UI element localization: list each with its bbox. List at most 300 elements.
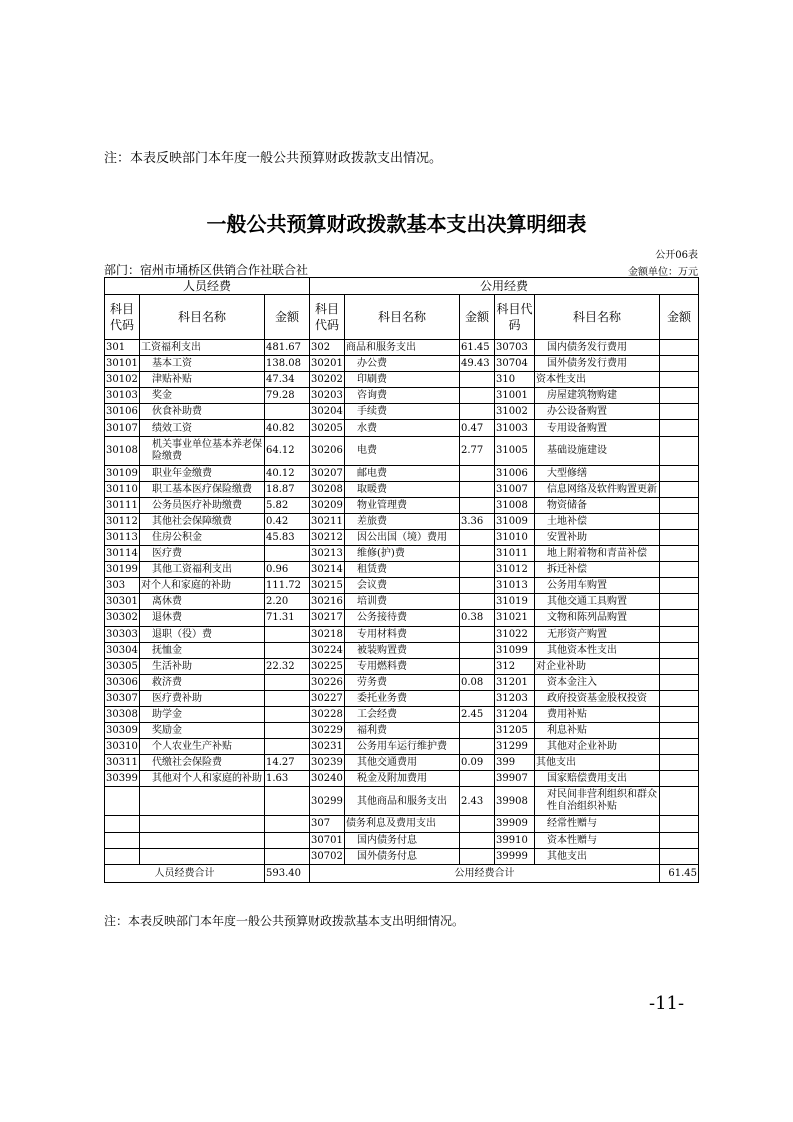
public-amount-cell: [460, 372, 495, 388]
code-header: 科目代码: [105, 295, 140, 340]
personnel-amount-cell: [265, 546, 310, 562]
table-row: [105, 594, 699, 610]
personnel-amount-cell: 0.96: [265, 562, 310, 578]
public-amount-cell: 3.36: [460, 513, 495, 529]
public-code-cell: 30218: [310, 626, 345, 642]
table-row: [105, 388, 699, 404]
personnel-code-cell: 30101: [105, 356, 140, 372]
public-code-cell: 31205: [495, 723, 535, 739]
personnel-name-cell: 机关事业单位基本养老保险缴费: [140, 436, 265, 465]
personnel-code-cell: 30112: [105, 513, 140, 529]
table-row: [105, 420, 699, 436]
public-code-cell: 30299: [310, 787, 345, 816]
public-code-cell: 31204: [495, 706, 535, 722]
amount-header: 金额: [460, 295, 495, 340]
public-amount-cell: [660, 848, 699, 864]
public-name-cell: 国内债务发行费用: [535, 340, 660, 356]
public-name-cell: 国外债务发行费用: [535, 356, 660, 372]
personnel-name-cell: 工资福利支出: [140, 340, 265, 356]
personnel-code-cell: 30311: [105, 755, 140, 771]
personnel-code-cell: [105, 848, 140, 864]
bottom-note: 注：本表反映部门本年度一般公共预算财政拨款基本支出明细情况。: [104, 914, 465, 928]
public-amount-cell: [460, 848, 495, 864]
personnel-name-cell: 退休费: [140, 610, 265, 626]
name-header: 科目名称: [345, 295, 460, 340]
public-name-cell: 经常性赠与: [535, 816, 660, 832]
public-name-cell: 专用设备购置: [535, 420, 660, 436]
personnel-name-cell: 助学金: [140, 706, 265, 722]
public-code-cell: 31002: [495, 404, 535, 420]
public-name-cell: 资本性赠与: [535, 832, 660, 848]
public-total-label: 公用经费合计: [310, 864, 660, 882]
public-amount-cell: [660, 372, 699, 388]
public-name-cell: 专用燃料费: [345, 658, 460, 674]
personnel-name-cell: 对个人和家庭的补助: [140, 578, 265, 594]
public-code-cell: 31009: [495, 513, 535, 529]
public-name-cell: 其他支出: [535, 848, 660, 864]
public-name-cell: 商品和服务支出: [345, 340, 460, 356]
personnel-amount-cell: 79.28: [265, 388, 310, 404]
name-header: 科目名称: [535, 295, 660, 340]
public-amount-cell: [660, 497, 699, 513]
table-row: [105, 465, 699, 481]
public-amount-cell: 2.45: [460, 706, 495, 722]
public-code-cell: 30201: [310, 356, 345, 372]
public-name-cell: 安置补助: [535, 529, 660, 545]
unit-label: 金额单位：万元: [628, 267, 698, 278]
personnel-amount-cell: [265, 739, 310, 755]
table-row: [105, 356, 699, 372]
personnel-code-cell: 30301: [105, 594, 140, 610]
public-code-cell: 31006: [495, 465, 535, 481]
public-amount-cell: [460, 388, 495, 404]
public-name-cell: 福利费: [345, 723, 460, 739]
public-amount-cell: [660, 816, 699, 832]
public-name-cell: 取暖费: [345, 481, 460, 497]
personnel-code-cell: 30114: [105, 546, 140, 562]
personnel-code-cell: 30199: [105, 562, 140, 578]
public-code-cell: 30226: [310, 674, 345, 690]
public-name-cell: 税金及附加费用: [345, 771, 460, 787]
personnel-code-cell: 30307: [105, 690, 140, 706]
public-amount-cell: [460, 578, 495, 594]
personnel-amount-cell: 45.83: [265, 529, 310, 545]
public-code-cell: 307: [310, 816, 345, 832]
public-code-cell: 30231: [310, 739, 345, 755]
public-name-cell: 利息补贴: [535, 723, 660, 739]
public-name-cell: 邮电费: [345, 465, 460, 481]
personnel-name-cell: 医疗费补助: [140, 690, 265, 706]
public-code-cell: 30224: [310, 642, 345, 658]
public-code-cell: 312: [495, 658, 535, 674]
public-name-cell: 其他交通费用: [345, 755, 460, 771]
personnel-code-cell: 30310: [105, 739, 140, 755]
table-row: [105, 706, 699, 722]
personnel-name-cell: [140, 848, 265, 864]
table-row: [105, 642, 699, 658]
personnel-amount-cell: [265, 626, 310, 642]
public-code-cell: 31201: [495, 674, 535, 690]
public-code-cell: 39999: [495, 848, 535, 864]
public-code-cell: 30702: [310, 848, 345, 864]
personnel-name-cell: 离休费: [140, 594, 265, 610]
public-code-cell: 30214: [310, 562, 345, 578]
table-row: [105, 690, 699, 706]
public-name-cell: 培训费: [345, 594, 460, 610]
public-code-cell: 30212: [310, 529, 345, 545]
public-name-cell: 公务用车运行维护费: [345, 739, 460, 755]
public-amount-cell: [660, 626, 699, 642]
personnel-code-cell: 30309: [105, 723, 140, 739]
public-amount-cell: [660, 690, 699, 706]
public-code-cell: 30213: [310, 546, 345, 562]
public-amount-cell: 2.43: [460, 787, 495, 816]
public-code-cell: 30209: [310, 497, 345, 513]
public-name-cell: 债务利息及费用支出: [345, 816, 460, 832]
personnel-code-cell: 30305: [105, 658, 140, 674]
public-code-cell: 30215: [310, 578, 345, 594]
public-code-cell: 30701: [310, 832, 345, 848]
public-amount-cell: [660, 594, 699, 610]
public-code-cell: 31008: [495, 497, 535, 513]
table-row: [105, 771, 699, 787]
personnel-code-cell: [105, 787, 140, 816]
public-name-cell: 资本性支出: [535, 372, 660, 388]
personnel-amount-cell: [265, 723, 310, 739]
personnel-code-cell: 30109: [105, 465, 140, 481]
personnel-name-cell: 其他对个人和家庭的补助: [140, 771, 265, 787]
public-amount-cell: [660, 658, 699, 674]
table-row: [105, 674, 699, 690]
code-header: 科目代码: [495, 295, 535, 340]
public-amount-cell: [660, 481, 699, 497]
table-row: [105, 723, 699, 739]
public-code-cell: 31007: [495, 481, 535, 497]
public-name-cell: 地上附着物和青苗补偿: [535, 546, 660, 562]
public-amount-cell: [660, 578, 699, 594]
public-amount-cell: 49.43: [460, 356, 495, 372]
public-name-cell: 专用材料费: [345, 626, 460, 642]
personnel-code-cell: 30110: [105, 481, 140, 497]
personnel-code-cell: 301: [105, 340, 140, 356]
public-code-cell: 39910: [495, 832, 535, 848]
public-code-cell: 30204: [310, 404, 345, 420]
public-code-cell: 30228: [310, 706, 345, 722]
public-amount-cell: [660, 832, 699, 848]
public-name-cell: 印刷费: [345, 372, 460, 388]
personnel-amount-cell: 1.63: [265, 771, 310, 787]
public-name-cell: 政府投资基金股权投资: [535, 690, 660, 706]
public-name-cell: 拆迁补偿: [535, 562, 660, 578]
personnel-name-cell: 抚恤金: [140, 642, 265, 658]
public-amount-cell: [460, 626, 495, 642]
public-code-cell: 30703: [495, 340, 535, 356]
public-code-cell: 31019: [495, 594, 535, 610]
personnel-code-cell: 303: [105, 578, 140, 594]
public-amount-cell: [460, 529, 495, 545]
personnel-code-cell: 30304: [105, 642, 140, 658]
personnel-name-cell: [140, 787, 265, 816]
public-name-cell: 物业管理费: [345, 497, 460, 513]
personnel-code-cell: 30306: [105, 674, 140, 690]
personnel-amount-cell: [265, 690, 310, 706]
department-label: 部门：宿州市埇桥区供销合作社联合社: [104, 263, 309, 277]
expenditure-table: [104, 277, 699, 883]
public-code-cell: 30211: [310, 513, 345, 529]
form-number: 公开06表: [655, 250, 698, 261]
public-amount-cell: [660, 404, 699, 420]
public-code-cell: 39909: [495, 816, 535, 832]
personnel-code-cell: 30303: [105, 626, 140, 642]
table-row: [105, 497, 699, 513]
personnel-code-cell: 30302: [105, 610, 140, 626]
personnel-amount-cell: 22.32: [265, 658, 310, 674]
public-name-cell: 费用补贴: [535, 706, 660, 722]
amount-header: 金额: [265, 295, 310, 340]
personnel-name-cell: 伙食补助费: [140, 404, 265, 420]
personnel-amount-cell: 64.12: [265, 436, 310, 465]
public-amount-cell: [660, 787, 699, 816]
personnel-code-cell: [105, 816, 140, 832]
public-amount-cell: 2.77: [460, 436, 495, 465]
personnel-name-cell: [140, 816, 265, 832]
personnel-amount-cell: 481.67: [265, 340, 310, 356]
personnel-code-cell: 30399: [105, 771, 140, 787]
personnel-code-cell: 30106: [105, 404, 140, 420]
public-code-cell: 30239: [310, 755, 345, 771]
public-amount-cell: [460, 404, 495, 420]
table-row: [105, 529, 699, 545]
public-name-cell: 土地补偿: [535, 513, 660, 529]
personnel-name-cell: 职工基本医疗保险缴费: [140, 481, 265, 497]
public-amount-cell: 0.47: [460, 420, 495, 436]
personnel-amount-cell: 2.20: [265, 594, 310, 610]
public-code-cell: 30225: [310, 658, 345, 674]
public-amount-cell: [660, 529, 699, 545]
public-amount-cell: [460, 723, 495, 739]
personnel-code-cell: 30113: [105, 529, 140, 545]
public-code-cell: 30240: [310, 771, 345, 787]
personnel-code-cell: 30107: [105, 420, 140, 436]
personnel-amount-cell: [265, 848, 310, 864]
public-amount-cell: 61.45: [460, 340, 495, 356]
public-name-cell: 办公设备购置: [535, 404, 660, 420]
public-code-cell: 31011: [495, 546, 535, 562]
public-code-cell: 30202: [310, 372, 345, 388]
public-amount-cell: [660, 356, 699, 372]
personnel-name-cell: [140, 832, 265, 848]
public-amount-cell: [660, 436, 699, 465]
public-code-cell: 30227: [310, 690, 345, 706]
public-amount-cell: [660, 674, 699, 690]
public-name-cell: 其他资本性支出: [535, 642, 660, 658]
public-name-cell: 其他支出: [535, 755, 660, 771]
table-row: [105, 562, 699, 578]
personnel-name-cell: 代缴社会保险费: [140, 755, 265, 771]
personnel-amount-cell: 40.82: [265, 420, 310, 436]
public-amount-cell: [660, 610, 699, 626]
table-row: [105, 626, 699, 642]
personnel-amount-cell: [265, 816, 310, 832]
personnel-name-cell: 绩效工资: [140, 420, 265, 436]
public-code-cell: 31203: [495, 690, 535, 706]
personnel-code-cell: 30103: [105, 388, 140, 404]
public-name-cell: 手续费: [345, 404, 460, 420]
personnel-name-cell: 其他社会保障缴费: [140, 513, 265, 529]
personnel-amount-cell: 138.08: [265, 356, 310, 372]
public-name-cell: 大型修缮: [535, 465, 660, 481]
public-name-cell: 国外债务付息: [345, 848, 460, 864]
public-name-cell: 工会经费: [345, 706, 460, 722]
personnel-name-cell: 奖金: [140, 388, 265, 404]
public-name-cell: 国家赔偿费用支出: [535, 771, 660, 787]
public-amount-cell: [660, 388, 699, 404]
public-amount-cell: [660, 562, 699, 578]
public-code-cell: 39908: [495, 787, 535, 816]
personnel-name-cell: 职业年金缴费: [140, 465, 265, 481]
public-code-cell: 31099: [495, 642, 535, 658]
public-amount-cell: 0.08: [460, 674, 495, 690]
personnel-name-cell: 救济费: [140, 674, 265, 690]
personnel-amount-cell: [265, 832, 310, 848]
table-row: [105, 436, 699, 465]
public-amount-cell: [660, 755, 699, 771]
personnel-amount-cell: 111.72: [265, 578, 310, 594]
personnel-code-cell: 30102: [105, 372, 140, 388]
personnel-amount-cell: 40.12: [265, 465, 310, 481]
personnel-name-cell: 基本工资: [140, 356, 265, 372]
table-row: [105, 787, 699, 816]
personnel-name-cell: 住房公积金: [140, 529, 265, 545]
public-amount-cell: [460, 658, 495, 674]
public-amount-cell: [460, 481, 495, 497]
public-code-cell: 31012: [495, 562, 535, 578]
public-name-cell: 公务用车购置: [535, 578, 660, 594]
public-code-cell: 30203: [310, 388, 345, 404]
public-code-cell: 30216: [310, 594, 345, 610]
public-amount-cell: 0.38: [460, 610, 495, 626]
public-amount-cell: [460, 832, 495, 848]
public-name-cell: 被装购置费: [345, 642, 460, 658]
public-amount-cell: 0.09: [460, 755, 495, 771]
personnel-amount-cell: 47.34: [265, 372, 310, 388]
personnel-name-cell: 个人农业生产补贴: [140, 739, 265, 755]
public-name-cell: 文物和陈列品购置: [535, 610, 660, 626]
personnel-name-cell: 其他工资福利支出: [140, 562, 265, 578]
public-name-cell: 无形资产购置: [535, 626, 660, 642]
table-row: [105, 481, 699, 497]
table-row: [105, 610, 699, 626]
public-code-cell: 31001: [495, 388, 535, 404]
table-row: [105, 658, 699, 674]
top-note: 注：本表反映部门本年度一般公共预算财政拨款支出情况。: [104, 151, 443, 166]
public-code-cell: 302: [310, 340, 345, 356]
personnel-amount-cell: 0.42: [265, 513, 310, 529]
public-code-cell: 31299: [495, 739, 535, 755]
table-row: [105, 578, 699, 594]
personnel-group-header: 人员经费: [105, 278, 310, 295]
public-name-cell: 办公费: [345, 356, 460, 372]
public-name-cell: 劳务费: [345, 674, 460, 690]
public-amount-cell: [460, 546, 495, 562]
public-amount-cell: [460, 642, 495, 658]
public-name-cell: 水费: [345, 420, 460, 436]
personnel-amount-cell: 5.82: [265, 497, 310, 513]
table-row: [105, 546, 699, 562]
personnel-name-cell: 津贴补贴: [140, 372, 265, 388]
public-total-value: 61.45: [660, 864, 699, 882]
personnel-code-cell: [105, 832, 140, 848]
amount-header: 金额: [660, 295, 699, 340]
table-row: [105, 513, 699, 529]
page-title: 一般公共预算财政拨款基本支出决算明细表: [206, 212, 587, 236]
personnel-name-cell: 医疗费: [140, 546, 265, 562]
public-amount-cell: [460, 816, 495, 832]
public-name-cell: 国内债务付息: [345, 832, 460, 848]
public-name-cell: 维修(护)费: [345, 546, 460, 562]
personnel-amount-cell: [265, 674, 310, 690]
personnel-code-cell: 30108: [105, 436, 140, 465]
public-code-cell: 31010: [495, 529, 535, 545]
public-amount-cell: [660, 546, 699, 562]
personnel-amount-cell: [265, 642, 310, 658]
public-code-cell: 31013: [495, 578, 535, 594]
public-code-cell: 310: [495, 372, 535, 388]
table-row: [105, 816, 699, 832]
personnel-total-value: 593.40: [265, 864, 310, 882]
page-number: -11-: [649, 993, 685, 1014]
public-name-cell: 委托业务费: [345, 690, 460, 706]
public-name-cell: 资本金注入: [535, 674, 660, 690]
public-amount-cell: [660, 706, 699, 722]
public-amount-cell: [660, 420, 699, 436]
public-amount-cell: [460, 594, 495, 610]
personnel-amount-cell: 71.31: [265, 610, 310, 626]
public-code-cell: 31021: [495, 610, 535, 626]
table-row: [105, 739, 699, 755]
public-amount-cell: [660, 642, 699, 658]
public-name-cell: 房屋建筑物购建: [535, 388, 660, 404]
public-amount-cell: [660, 465, 699, 481]
public-group-header: 公用经费: [310, 278, 699, 295]
personnel-name-cell: 公务员医疗补助缴费: [140, 497, 265, 513]
public-name-cell: 电费: [345, 436, 460, 465]
public-name-cell: 物资储备: [535, 497, 660, 513]
public-amount-cell: [660, 739, 699, 755]
public-amount-cell: [660, 723, 699, 739]
public-code-cell: 31005: [495, 436, 535, 465]
public-amount-cell: [460, 739, 495, 755]
table-row: [105, 340, 699, 356]
public-name-cell: 其他对企业补助: [535, 739, 660, 755]
public-name-cell: 对民间非营利组织和群众性自治组织补贴: [535, 787, 660, 816]
public-name-cell: 咨询费: [345, 388, 460, 404]
public-amount-cell: [660, 771, 699, 787]
public-name-cell: 其他交通工具购置: [535, 594, 660, 610]
public-amount-cell: [460, 497, 495, 513]
public-name-cell: 信息网络及软件购置更新: [535, 481, 660, 497]
public-name-cell: 其他商品和服务支出: [345, 787, 460, 816]
name-header: 科目名称: [140, 295, 265, 340]
personnel-code-cell: 30308: [105, 706, 140, 722]
public-amount-cell: [660, 340, 699, 356]
public-name-cell: 基础设施建设: [535, 436, 660, 465]
public-code-cell: 30217: [310, 610, 345, 626]
public-code-cell: 31022: [495, 626, 535, 642]
public-amount-cell: [460, 690, 495, 706]
public-name-cell: 租赁费: [345, 562, 460, 578]
personnel-name-cell: 生活补助: [140, 658, 265, 674]
